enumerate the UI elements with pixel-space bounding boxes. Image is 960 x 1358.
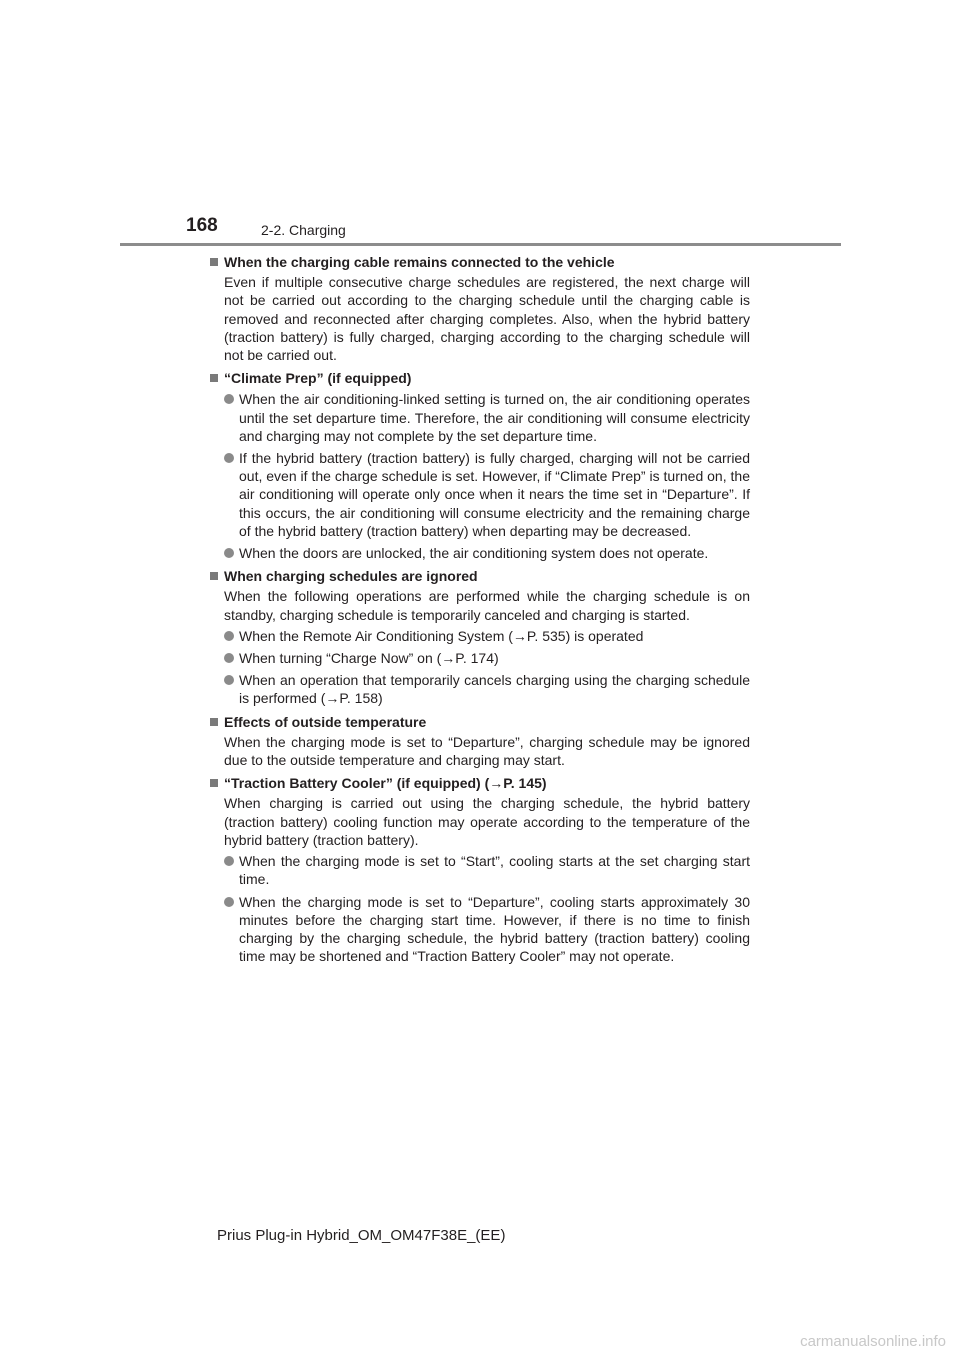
section-heading-text: Effects of outside temperature (224, 713, 427, 730)
square-bullet-icon (210, 374, 218, 382)
header-divider (120, 243, 841, 246)
section-heading (210, 567, 750, 585)
circle-bullet-icon (224, 394, 234, 404)
bullet-text: When turning “Charge Now” on (→P. 174) (239, 650, 499, 667)
circle-bullet-icon (224, 675, 234, 685)
section-heading-text: When charging schedules are ignored (224, 568, 478, 585)
bullet-item (224, 852, 750, 888)
body-paragraph: Even if multiple consecutive charge schedules are registered, the next charge will not be carried out according to the charging schedule until the charging cable is removed and reconnected after charging completes. Also, when the hybrid battery (traction battery) is fully charged, charging according to the charging schedule will not be carried out. (224, 274, 750, 364)
circle-bullet-icon (224, 653, 234, 663)
bullet-item (224, 544, 750, 562)
bullet-item (224, 649, 750, 667)
bullet-text: When the air conditioning-linked setting is turned on, the air conditioning operates until the set departure time. Therefore, the air conditioning will consume electricity and charging may not complete by the set departure time. (239, 391, 750, 444)
circle-bullet-icon (224, 453, 234, 463)
body-paragraph: When charging is carried out using the charging schedule, the hybrid battery (traction battery) cooling function may operate according to the temperature of the hybrid battery (traction battery). (224, 795, 750, 848)
circle-bullet-icon (224, 548, 234, 558)
section-heading-text: “Traction Battery Cooler” (if equipped) (→P. 145) (224, 775, 547, 792)
section-block (210, 369, 750, 562)
bullet-item (224, 627, 750, 645)
square-bullet-icon (210, 718, 218, 726)
bullet-item (224, 449, 750, 540)
bullet-text: If the hybrid battery (traction battery) is fully charged, charging will not be carried out, even if the charge schedule is set. However, if “Climate Prep” is turned on, the air conditioning will operate only once when it nears the time set in “Departure”. If this occurs, the air conditioning will consume electricity and the remaining charge of the hybrid battery (traction battery) when departing may be decreased. (239, 450, 750, 539)
section-title: 2-2. Charging (261, 222, 346, 238)
section-block (210, 713, 750, 770)
page-number: 168 (186, 215, 218, 236)
circle-bullet-icon (224, 856, 234, 866)
section-heading (210, 253, 750, 271)
section-heading (210, 774, 750, 792)
bullet-text: When the charging mode is set to “Departure”, cooling starts approximately 30 minutes before the charging start time. However, if there is no time to finish charging by the charging schedule, the hybrid battery (traction battery) cooling time may be shortened and “Traction Battery Cooler” may not operate. (239, 893, 750, 965)
section-block (210, 774, 750, 965)
circle-bullet-icon (224, 631, 234, 641)
section-heading (210, 713, 750, 731)
square-bullet-icon (210, 779, 218, 787)
page-content (210, 253, 750, 970)
bullet-item (224, 671, 750, 707)
footer-doc-id: Prius Plug-in Hybrid_OM_OM47F38E_(EE) (217, 1227, 506, 1244)
section-block (210, 567, 750, 707)
section-block (210, 253, 750, 364)
bullet-text: When the Remote Air Conditioning System (→P. 535) is operated (239, 627, 644, 644)
bullet-text: When the charging mode is set to “Start”, cooling starts at the set charging start time. (239, 853, 750, 888)
section-heading (210, 369, 750, 387)
body-paragraph: When the charging mode is set to “Departure”, charging schedule may be ignored due to the outside temperature and charging may start. (224, 733, 750, 769)
body-paragraph: When the following operations are performed while the charging schedule is on standby, charging schedule is temporarily canceled and charging is started. (224, 588, 750, 623)
bullet-item (224, 390, 750, 445)
square-bullet-icon (210, 572, 218, 580)
bullet-text: When an operation that temporarily cancels charging using the charging schedule is performed (→P. 158) (239, 672, 750, 707)
circle-bullet-icon (224, 897, 234, 907)
bullet-text: When the doors are unlocked, the air conditioning system does not operate. (239, 545, 709, 562)
bullet-item (224, 893, 750, 966)
section-heading-text: “Climate Prep” (if equipped) (224, 370, 412, 387)
square-bullet-icon (210, 258, 218, 266)
section-heading-text: When the charging cable remains connected to the vehicle (224, 254, 615, 270)
watermark: carmanualsonline.info (800, 1333, 946, 1350)
